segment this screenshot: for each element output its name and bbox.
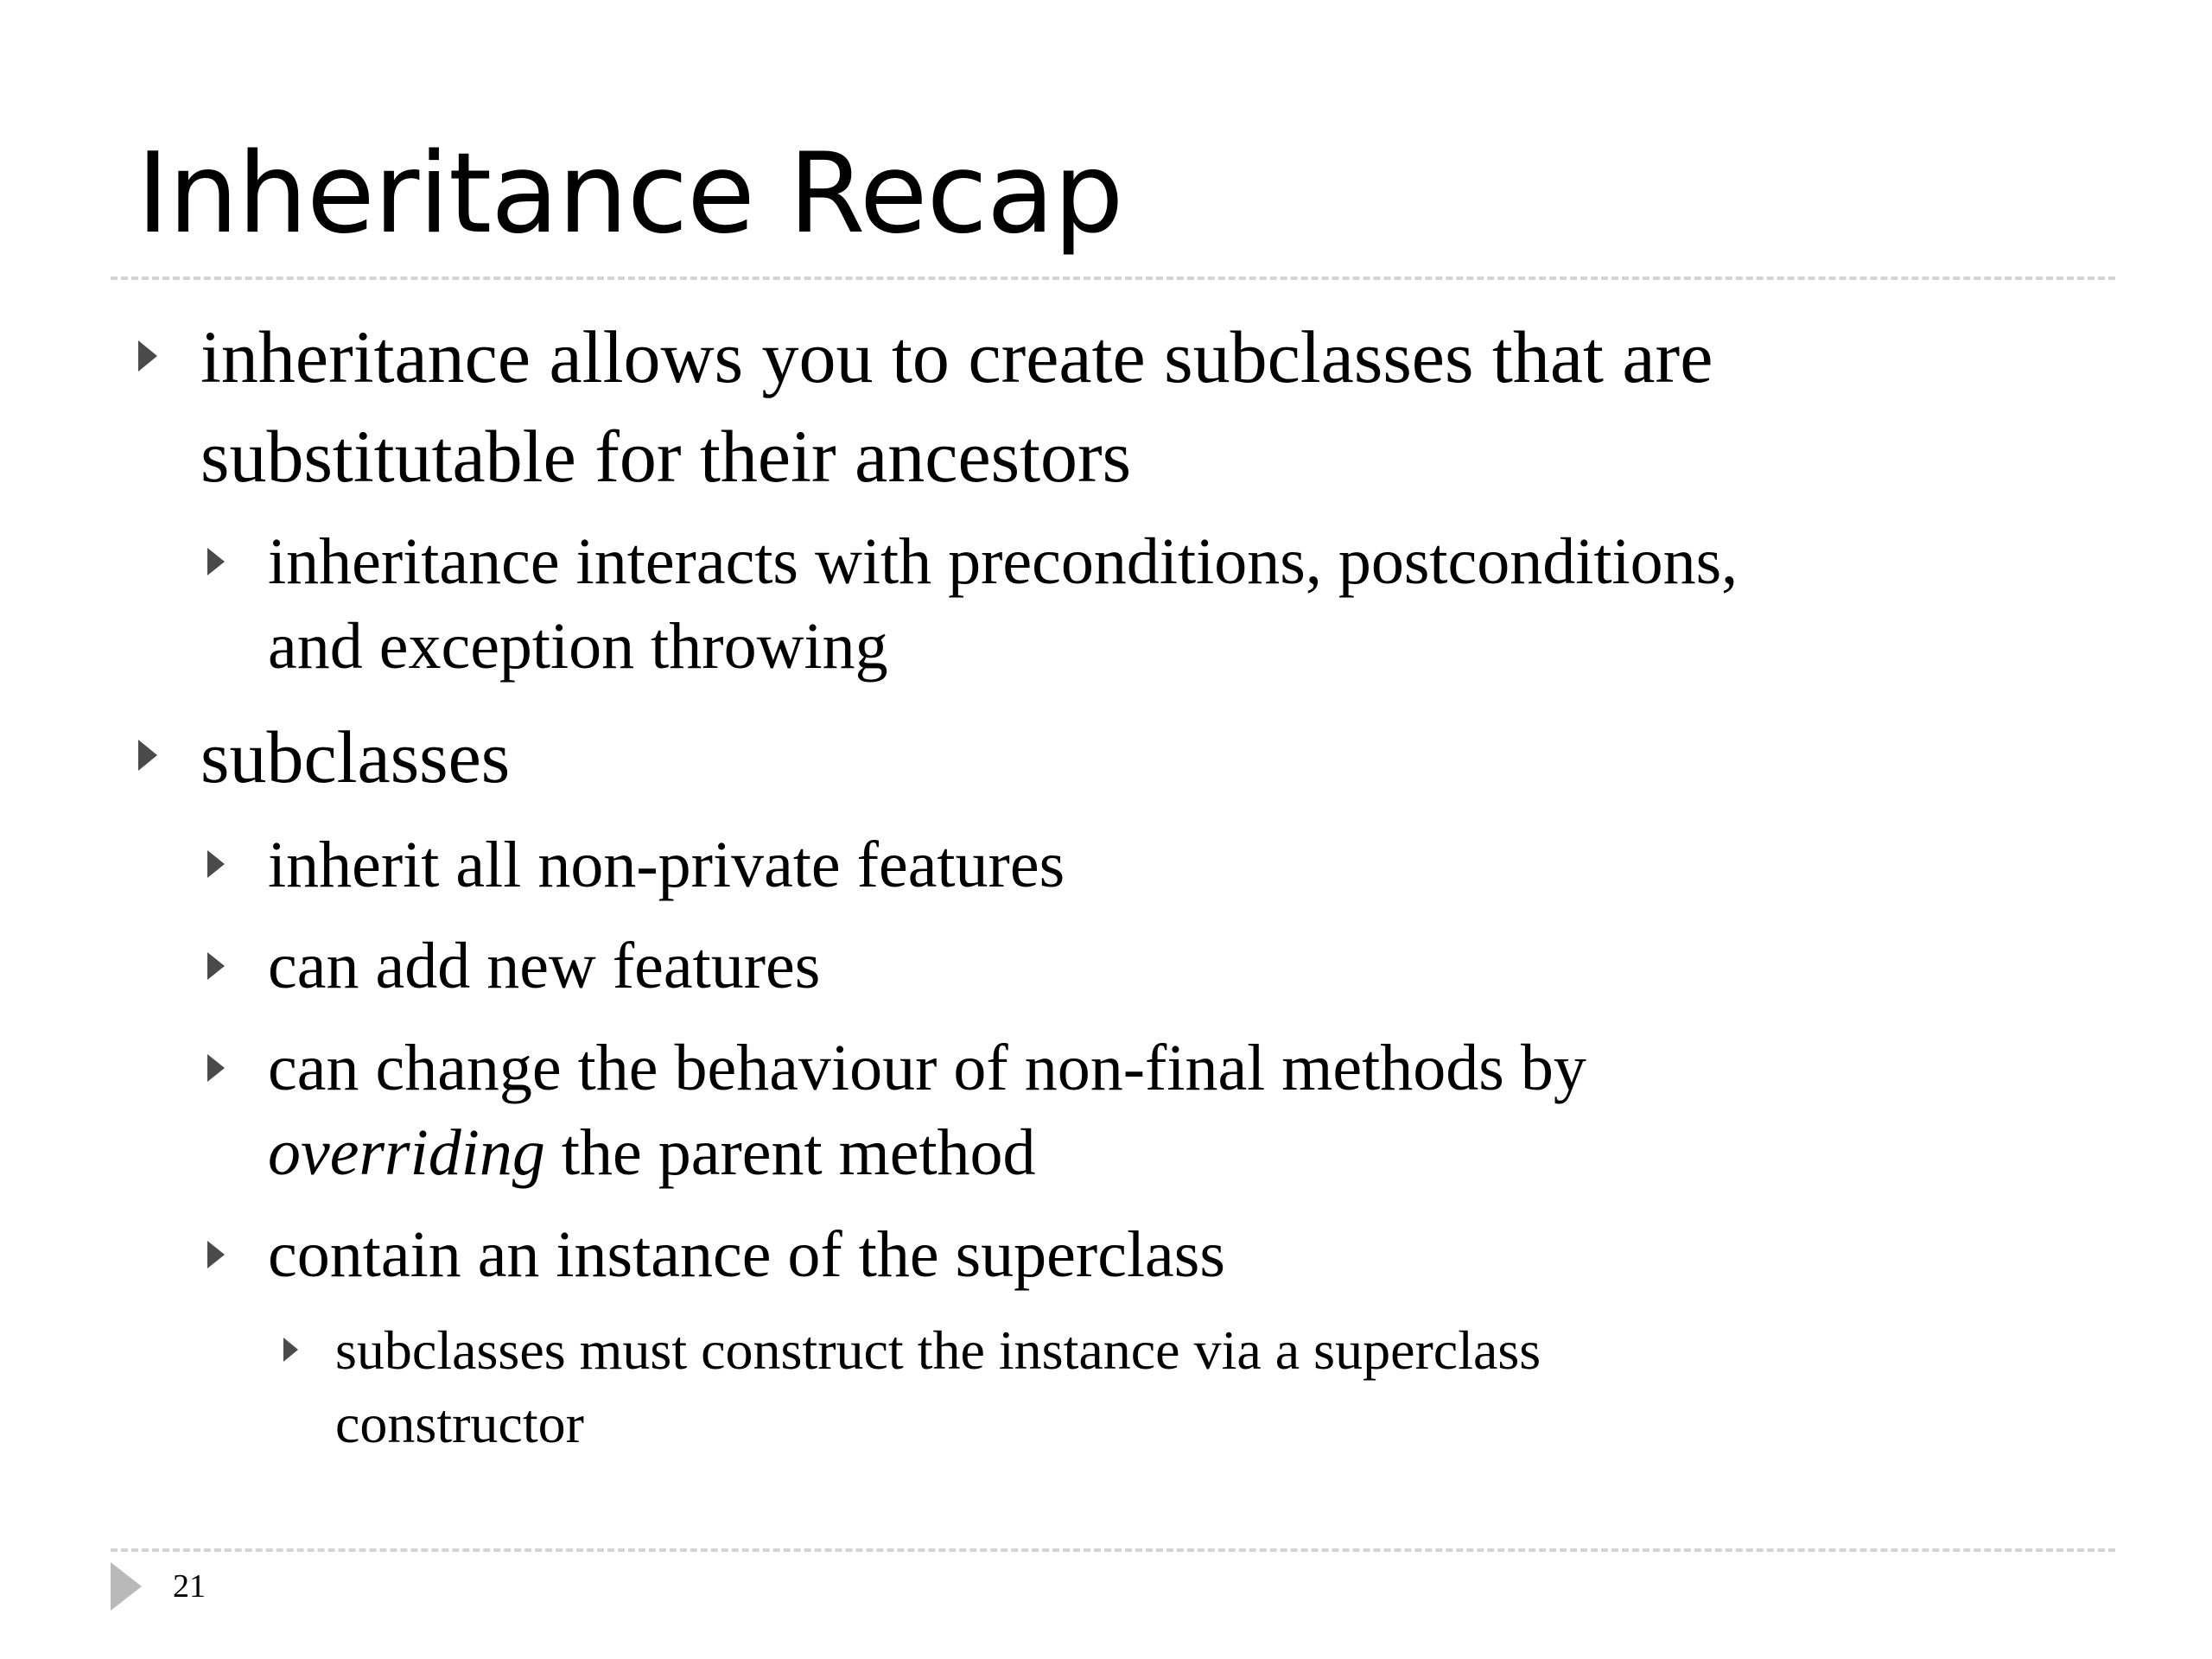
footer-triangle-icon (111, 1562, 142, 1611)
bullet-text: can add new features (268, 930, 821, 1002)
bullet-text: subclasses (200, 715, 511, 798)
bullet-text: and exception throwing (268, 610, 888, 683)
bullet-arrow-icon (207, 1054, 225, 1082)
page-number: 21 (173, 1568, 206, 1605)
bullet-text-rest: the parent method (544, 1116, 1036, 1189)
bullet-arrow-icon (207, 952, 225, 980)
emphasis-text: overriding (268, 1116, 545, 1189)
bullet-arrow-icon (207, 1241, 225, 1268)
footer-divider (111, 1548, 2115, 1552)
bullet-arrow-icon (283, 1338, 298, 1362)
slide-title: Inheritance Recap (137, 130, 1123, 258)
bullet-arrow-icon (207, 850, 225, 878)
bullet-text: can change the behaviour of non-final methods by (268, 1032, 1586, 1104)
bullet-arrow-icon (138, 740, 157, 771)
bullet-text (268, 1110, 1036, 1195)
bullet-text: substitutable for their ancestors (200, 415, 1132, 498)
bullet-text: contain an instance of the superclass (268, 1218, 1225, 1291)
title-divider (111, 276, 2115, 280)
bullet-text: inherit all non-private features (268, 829, 1065, 901)
bullet-text: inheritance interacts with preconditions, postconditions, (268, 525, 1738, 598)
bullet-arrow-icon (138, 340, 157, 372)
bullet-arrow-icon (207, 548, 225, 575)
bullet-text: inheritance allows you to create subclasses that are (200, 315, 1713, 398)
bullet-text: subclasses must construct the instance via a superclass (335, 1319, 1541, 1381)
bullet-text: constructor (335, 1393, 584, 1454)
